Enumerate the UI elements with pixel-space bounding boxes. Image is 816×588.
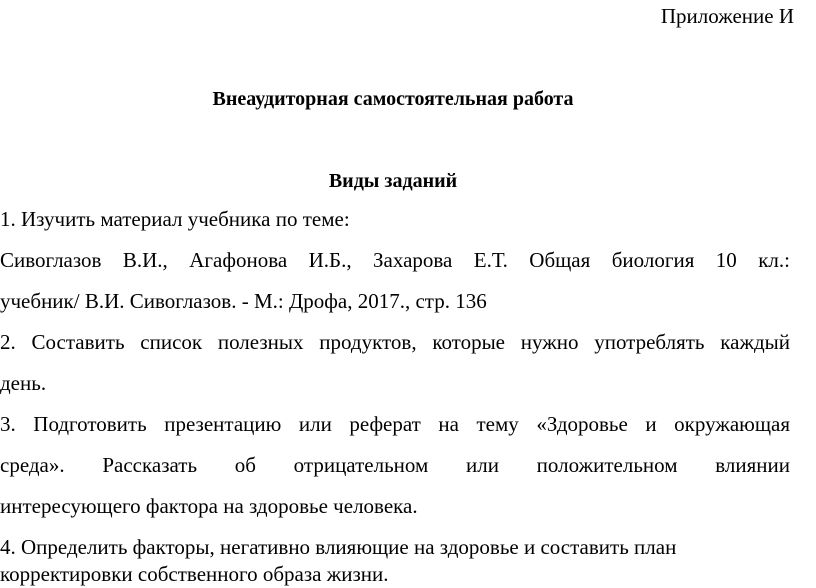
task-1-line: 1. Изучить материал учебника по теме:	[0, 207, 350, 231]
task-2-line-1: 2. Составить список полезных продуктов, которые нужно употреблять каждый	[0, 330, 790, 354]
tasks-heading: Виды заданий	[328, 170, 458, 192]
document-title: Внеаудиторная самостоятельная работа	[212, 88, 574, 110]
textbook-reference-line-2: учебник/ В.И. Сивоглазов. - М.: Дрофа, 2017., стр. 136	[0, 289, 487, 313]
task-4-line-1: 4. Определить факторы, негативно влияющие на здоровье и составить план	[0, 535, 677, 559]
task-2-line-2: день.	[0, 371, 47, 395]
appendix-label: Приложение И	[660, 4, 794, 28]
task-3-line-1: 3. Подготовить презентацию или реферат на тему «Здоровье и окружающая	[0, 412, 790, 436]
task-3-line-3: интересующего фактора на здоровье человека.	[0, 494, 418, 518]
textbook-reference-line-1: Сивоглазов В.И., Агафонова И.Б., Захарова Е.Т. Общая биология 10 кл.:	[0, 248, 790, 272]
task-4-line-2: корректировки собственного образа жизни.	[0, 562, 389, 586]
task-3-line-2: среда». Рассказать об отрицательном или положительном влиянии	[0, 453, 790, 477]
